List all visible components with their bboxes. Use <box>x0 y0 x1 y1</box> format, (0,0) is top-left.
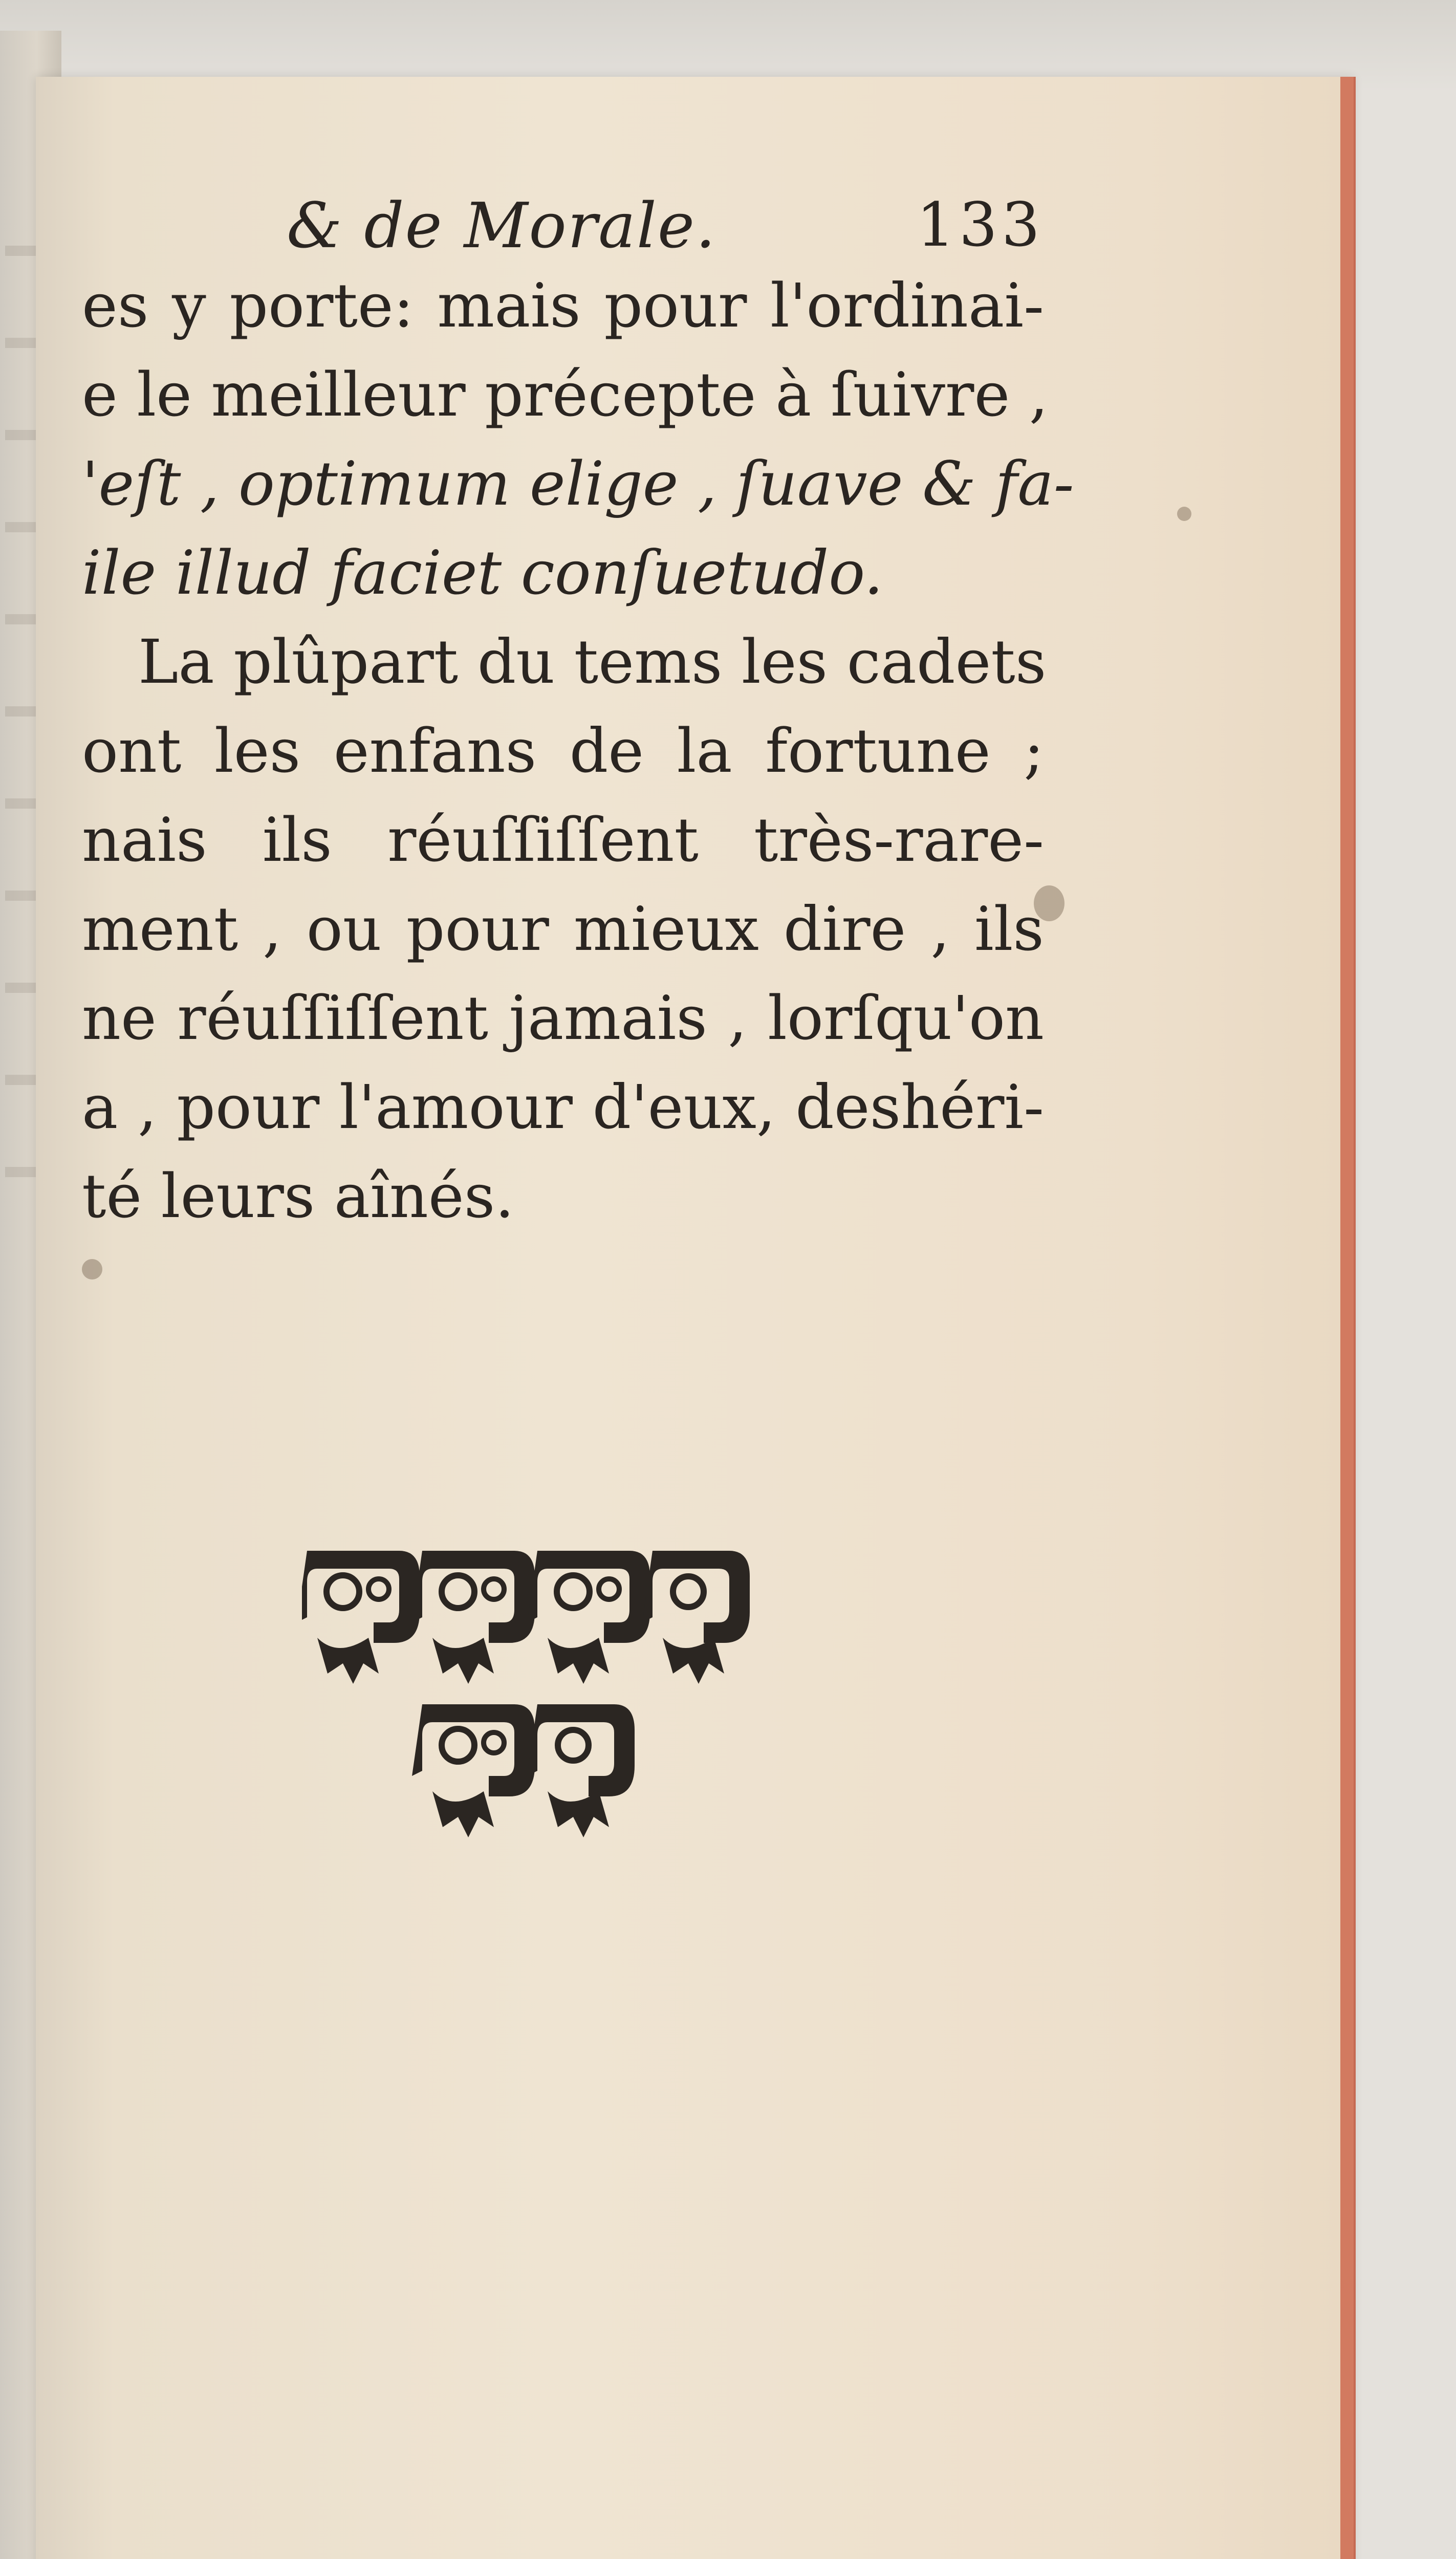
text-block <box>82 174 1074 1241</box>
text-line: es y porte: mais pour l'ordinai- <box>82 270 1044 341</box>
page-number: 133 <box>916 189 1044 260</box>
foxing-spot <box>82 1259 102 1280</box>
fleuron-tile <box>642 1551 750 1684</box>
text-line: té leurs aînés. <box>82 1161 514 1231</box>
foxing-spot <box>1177 507 1191 521</box>
text-line: ment , ou pour mieux dire , ils <box>82 894 1044 964</box>
text-line: nais ils réuſſiſſent très-rare- <box>82 805 1044 875</box>
fleuron-tile <box>527 1551 650 1684</box>
text-line: e le meilleur précepte à ſuivre , <box>82 359 1049 430</box>
fleuron-tile <box>412 1704 535 1837</box>
text-line: ont les enfans de la fortune ; <box>82 715 1044 786</box>
text-line: a , pour l'amour d'eux, deshéri- <box>82 1072 1044 1142</box>
text-line: 'eſt , optimum elige , ſuave & fa- <box>82 448 1074 519</box>
fleuron-ornament-icon <box>302 1541 763 1858</box>
page-header <box>82 174 1044 261</box>
fleuron-tile <box>302 1551 420 1684</box>
fleuron-tile <box>527 1704 635 1837</box>
text-line: La plûpart du tems les cadets <box>138 626 1047 697</box>
running-title: & de Morale. <box>287 189 716 262</box>
fleuron-tile <box>412 1551 535 1684</box>
text-line: ile illud faciet conſuetudo. <box>82 537 883 608</box>
book-page <box>36 77 1354 2559</box>
text-line: ne réuſſiſſent jamais , lorſqu'on <box>82 983 1044 1053</box>
